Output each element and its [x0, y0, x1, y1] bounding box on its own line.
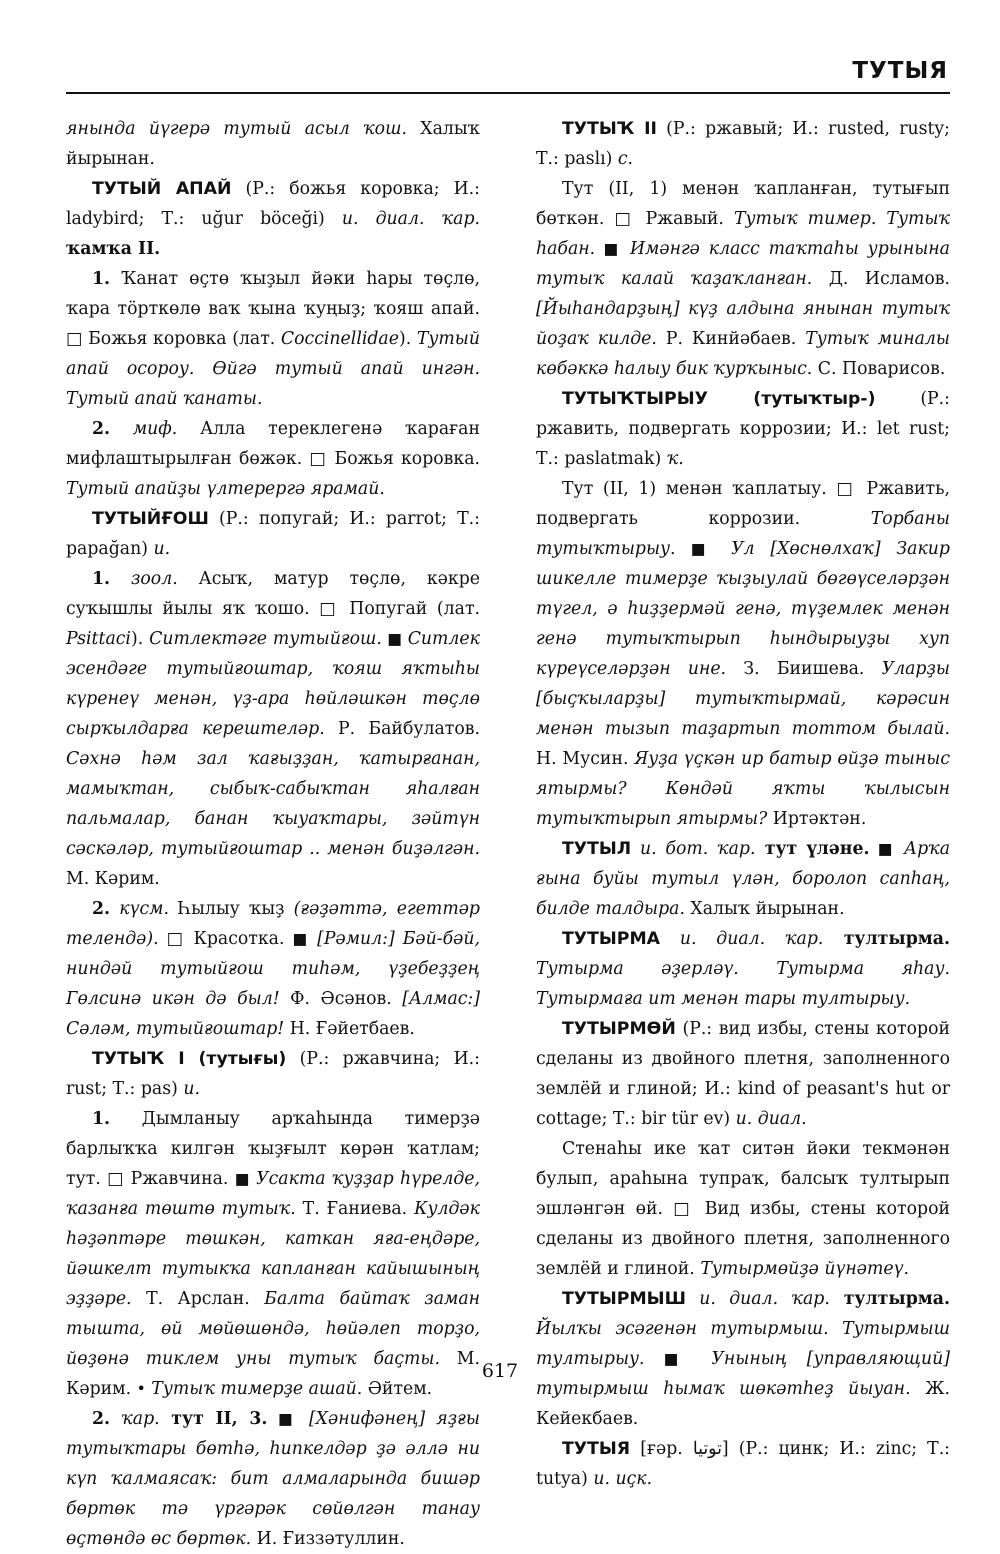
sense — [66, 894, 480, 1044]
entry-tutyrmoi — [536, 1014, 950, 1134]
source: Р. Байбулатов. — [324, 719, 480, 739]
right-column — [536, 114, 950, 1494]
cross-reference: тултырма. — [823, 929, 951, 949]
definition: Стенаһы ике ҡат ситән йәки текмәнән булып, араһына тупраҡ, балсыҡ тултырып эшләнгән өй. □ Вид избы, стены которой сделаны из двойного плетня, заполненного землёй и глиной. — [536, 1139, 950, 1279]
header-rule — [66, 92, 950, 94]
source: Т. Арслан. — [131, 1289, 265, 1309]
entry-tutyk-2 — [536, 114, 950, 174]
grammar-label: и. — [183, 1079, 200, 1099]
source: Әйтем. — [362, 1379, 433, 1399]
cross-reference: ҡамҡа II. — [66, 239, 161, 259]
sense — [66, 264, 480, 414]
grammar-label: и. диал. ҡар. — [685, 1289, 830, 1309]
entry-tutyrma — [536, 924, 950, 1014]
example: Имәнгә класс таҡтаһы урынына тутыҡ калай ҡаҙаҡланған. — [536, 239, 950, 289]
example: Тутыҡ тимерҙе ашай. — [145, 1379, 363, 1399]
example: Ситлектәге тутыйғош. — [149, 629, 382, 649]
headword: ТУТЫҠ I (тутығы) — [92, 1049, 287, 1069]
source: Халыҡ йырынан. — [684, 899, 845, 919]
example: Йылҡы эсәгенән тутырмыш. Тутырмыш тултырыу. — [536, 1319, 950, 1369]
sense — [66, 1104, 480, 1404]
source: З. Биишева. — [726, 659, 882, 679]
source: М. Кәрим. — [66, 1349, 480, 1399]
source: М. Кәрим. — [66, 869, 160, 889]
example: Кулдәк һәҙәптәре төшкән, каткан яға-еңдәре, йәшкелт тутыкҡа капланған кайышының эҙҙәре. — [66, 1199, 480, 1309]
sense — [66, 414, 480, 504]
gloss: (Р.: ржавить, подвергать коррозии; И.: let rust; Т.: paslatmak) — [536, 389, 950, 469]
entry-tutyi-apai — [66, 174, 480, 264]
example: Тутый апайҙы үлтерергә ярамай. — [66, 479, 385, 499]
gloss: (Р.: ржавчина; И.: rust; Т.: pas) — [66, 1049, 480, 1099]
example: Балта байтаҡ заман тышта, өй мөйөшөндә, һөйәлеп торҙо, йөҙөнә тиклем уны тутыҡ баҫты. — [66, 1289, 481, 1369]
example: [Хәнифәнең] яҙғы тутыҡтары бөтһә, һипкелдәр ҙә әллә ни күп ҡалмаясаҡ: бит алмаларында бишәр бөртөк тә үргәрәк сөйөлгән танау өҫтөндә өс бөртөк. — [66, 1409, 480, 1549]
example: Тутыҡ миналы көбәккә һалыу бик ҡурҡыныс. — [536, 329, 950, 379]
sense-number: 1. — [92, 1109, 111, 1129]
sense-number: 2. — [92, 899, 111, 919]
example: Уларҙы [быҫҡыларҙы] тутыҡтырмай, кәрәсин менән тызып таҙартып тоттом былай. — [536, 659, 950, 739]
definition: Ҡанат өҫтө ҡыҙыл йәки һары төҫлө, ҡара тӧрткөлө ваҡ ҡына ҡуңыҙ; ҡояш апай. □ Божья коровка (лат. — [66, 269, 480, 349]
bullet-square: ■ — [381, 630, 408, 648]
headword: ТУТЫЙ АПАЙ — [92, 179, 232, 199]
grammar-label: ҡ. — [666, 449, 684, 469]
gloss: (Р.: ржавый; И.: rusted, rusty; Т.: paslı) — [536, 119, 950, 169]
usage-note: (ғәҙәттә, егеттәр телендә). — [66, 899, 480, 949]
gloss: (Р.: попугай; И.: parrot; Т.: papağan) — [66, 509, 480, 559]
source: Н. Ғәйетбаев. — [284, 1019, 415, 1039]
grammar-label: и. диал. ҡар. — [660, 929, 824, 949]
grammar-label: и. бот. ҡар. — [631, 839, 756, 859]
entry-continuation — [66, 114, 480, 174]
grammar-label: зоол. — [110, 569, 178, 589]
source: Р. Кинйәбаев. — [656, 329, 806, 349]
entry-tutyigosh — [66, 504, 480, 564]
grammar-label: и. диал. ҡар. — [341, 209, 480, 229]
bullet-square: ■ — [595, 240, 630, 258]
example: [Алмас:] Сәләм, тутыйғоштар! — [66, 989, 480, 1039]
cross-reference: тут үләне. — [755, 839, 870, 859]
entry-tutyl — [536, 834, 950, 924]
headword: ТУТЫҠТЫРЫУ (тутыҡтыр-) — [562, 389, 876, 409]
source: Н. Мусин. — [536, 749, 635, 769]
cross-reference: тултырма. — [829, 1289, 951, 1309]
latin-name: Coccinellidae — [280, 329, 399, 349]
gloss: ] (Р.: цинк; И.: zinc; Т.: tutya) — [536, 1439, 951, 1489]
page-number: 617 — [481, 1360, 519, 1382]
example: Торбаны тутыҡтырыу. — [536, 509, 950, 559]
bullet-square: ■ — [267, 1410, 309, 1428]
example: Тутырма әҙерләү. Тутырма яһау. Тутырмаға ит менән тары тултырыу. — [536, 959, 950, 1009]
sense — [536, 474, 950, 834]
grammar-label: и. — [153, 539, 171, 559]
arabic-word: توتيا — [692, 1439, 722, 1459]
example: Усакта ҡуҙҙар һүрелде, ҡазанға төштө тутыҡ. — [66, 1169, 480, 1219]
source: Д. Исламов. — [812, 269, 950, 289]
running-head: ТУТЫЯ — [852, 58, 948, 84]
definition: Тут (II, 1) менән ҡаплатыу. □ Ржавить, подвергать коррозии. — [536, 479, 950, 529]
sense-number: 1. — [92, 269, 111, 289]
grammar-label: с. — [617, 149, 634, 169]
example: Тутыҡ тимер. Тутыҡ һабан. — [536, 209, 950, 259]
entry-tutyia — [536, 1434, 950, 1494]
bullet-square: ■ — [292, 930, 318, 948]
bullet-square: ■ — [869, 840, 904, 858]
headword: ТУТЫЯ — [562, 1439, 631, 1459]
example: Тутый апай осороу. Өйгә тутый апай ингән. Тутый апай ҡанаты. — [66, 329, 480, 409]
punctuation: ). — [398, 329, 417, 349]
definition: Һылыу ҡыҙ — [168, 899, 294, 919]
example: Ул [Хөснөлхаҡ] Закир шикелле тимерҙе ҡыҙыулай бөгөүселәрҙән түгел, ә һиҙҙермәй генә, түҙемлек менән генә тутыҡтырып һындырыуҙы хуп күреүселәрҙән ине. — [536, 539, 950, 679]
entry-tutyktyryu — [536, 384, 950, 474]
gloss: (Р.: божья коровка; И.: ladybird; Т.: uğur böceği) — [66, 179, 480, 229]
sense-number: 1. — [92, 569, 111, 589]
source: Ж. Кейекбаев. — [536, 1379, 951, 1429]
bullet-square: ■ — [675, 540, 732, 558]
example: [Йыһандарҙың] күҙ алдына янынан тутыҡ йоҙаҡ килде. — [536, 299, 950, 349]
entry-tutyrmysh — [536, 1284, 950, 1434]
source: Халыҡ йырынан. — [66, 119, 480, 169]
sense — [66, 1404, 480, 1554]
definition: Асыҡ, матур төҫлө, кәкре суҡышлы йылы яҡ ҡошо. □ Попугай (лат. — [66, 569, 481, 619]
headword: ТУТЫҠ II — [562, 119, 657, 139]
headword: ТУТЫЛ — [562, 839, 632, 859]
source: И. Ғиззәтуллин. — [251, 1529, 405, 1549]
headword: ТУТЫРМЫШ — [562, 1289, 686, 1309]
cross-reference: тут II, 3. — [159, 1409, 268, 1429]
grammar-label: миф. — [110, 419, 178, 439]
sense-number: 2. — [92, 419, 111, 439]
headword: ТУТЫРМА — [562, 929, 661, 949]
sense — [66, 564, 480, 894]
entry-tutyk-1 — [66, 1044, 480, 1104]
headword: ТУТЫРМӨЙ — [562, 1019, 676, 1039]
grammar-label: ҡар. — [110, 1409, 160, 1429]
bullet-square: ■ — [644, 1350, 712, 1368]
bullet-square: ■ — [234, 1170, 257, 1188]
example: Арҡа ғына буйы тутыл үлән, боролоп сапһаң, билде талдыра. — [536, 839, 950, 919]
example: [Рәмил:] Бәй-бәй, ниндәй тутыйғош тиһәм, үҙебеҙҙең Гөлсинә икән дә был! — [66, 929, 480, 1009]
example: Яуҙа үҫкән ир батыр өйҙә тыныс ятырмы? Көндәй яҡты ҡылысын тутыҡтырып ятырмы? — [536, 749, 951, 829]
punctuation: ). — [130, 629, 150, 649]
grammar-label: и. иҫк. — [593, 1469, 653, 1489]
example: янында йүгерә тутый асыл ҡош. — [66, 119, 407, 139]
sense — [536, 174, 950, 384]
gloss: (Р.: вид избы, стены которой сделаны из двойного плетня, заполненного землёй и глиной; И.: kind of peasant's hut or cottage; Т.: bir tür ev) — [536, 1019, 950, 1129]
source: Ф. Әсәнов. — [279, 989, 403, 1009]
bullet-dot: • — [136, 1380, 146, 1398]
example: Сәхнә һәм зал ҡағыҙҙан, ҡатырғанан, мамыҡтан, сыбыҡ-сабыҡтан яһалған пальмалар, банан ҡыуаҡтары, зәйтүн сәскәләр, тутыйғоштар .. менән биҙәлгән. — [66, 749, 480, 859]
headword: ТУТЫЙҒОШ — [92, 509, 209, 529]
latin-name: Psittaci — [66, 629, 131, 649]
source: Т. Ғаниева. — [295, 1199, 415, 1219]
source: С. Поварисов. — [812, 359, 946, 379]
example: Тутырмөйҙә йүнәтеү. — [700, 1259, 909, 1279]
definition: Тут (II, 1) менән ҡапланған, тутығып бөткән. □ Ржавый. — [536, 179, 950, 229]
sense-number: 2. — [92, 1409, 111, 1429]
definition: Алла тереклегенә ҡараған мифлаштырылған бөжәк. □ Божья коровка. — [66, 419, 480, 469]
sense — [536, 1134, 950, 1284]
definition: Дымланыу арҡаһында тимерҙә барлыҡҡа килгән ҡыҙғылт көрән ҡатлам; тут. □ Ржавчина. — [66, 1109, 480, 1189]
translation: □ Красотка. — [158, 929, 293, 949]
grammar-label: и. диал. — [735, 1109, 807, 1129]
example: Унының [управляющий] тутырмыш һымаҡ шөкәтһеҙ йыуан. — [536, 1349, 950, 1399]
example: Ситлек эсендәге тутыйғоштар, ҡояш яҡтыһы күренеү менән, үҙ-ара һөйләшкән төҫлө сырҡылдарға керештеләр. — [66, 629, 480, 739]
left-column — [66, 114, 480, 1554]
source: Иртәктән. — [767, 809, 867, 829]
grammar-label: күсм. — [110, 899, 169, 919]
etymology: [ғәр. — [630, 1439, 693, 1459]
